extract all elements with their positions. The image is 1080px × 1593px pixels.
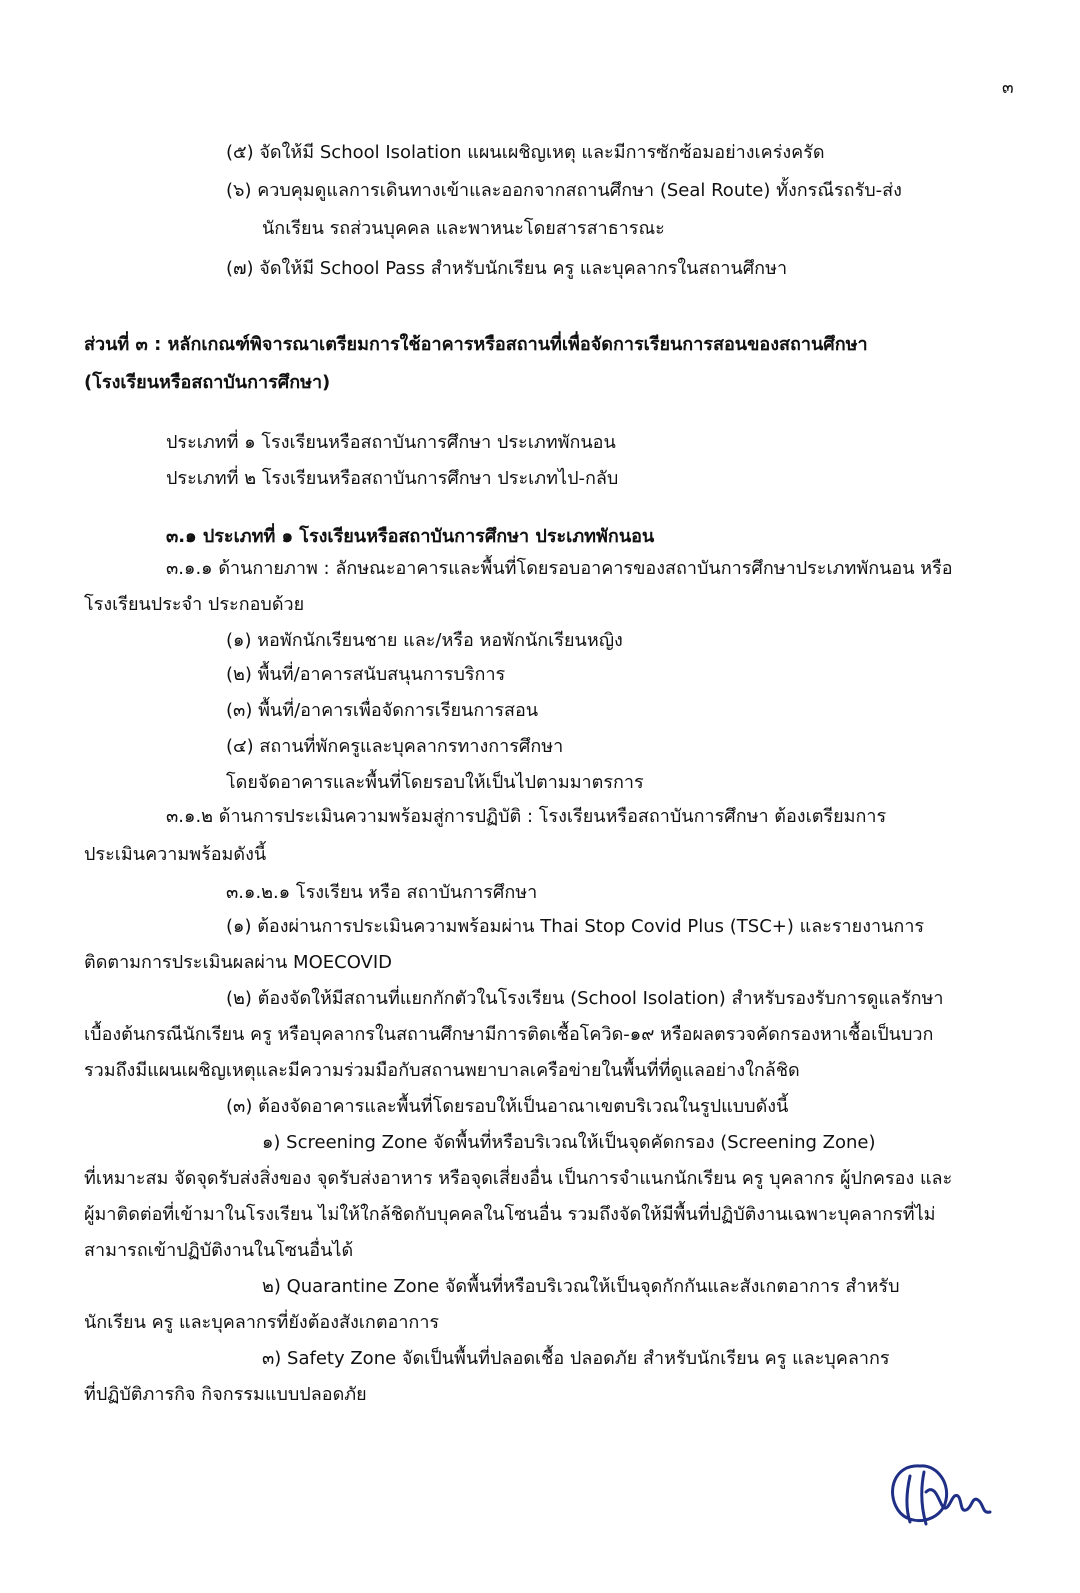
zone-2-cont: นักเรียน ครู และบุคลากรที่ยังต้องสังเกตอาการ: [84, 1312, 440, 1333]
requirement-1-cont: ติดตามการประเมินผลผ่าน MOECOVID: [84, 952, 393, 973]
para-3-1-2-1: ๓.๑.๒.๑ โรงเรียน หรือ สถาบันการศึกษา: [226, 882, 538, 903]
type-1: ประเภทที่ ๑ โรงเรียนหรือสถาบันการศึกษา ประเภทพักนอน: [166, 432, 616, 453]
facility-item-2: (๒) พื้นที่/อาคารสนับสนุนการบริการ: [226, 664, 506, 685]
zone-3: ๓) Safety Zone จัดเป็นพื้นที่ปลอดเชื้อ ปลอดภัย สำหรับนักเรียน ครู และบุคลากร: [262, 1348, 890, 1369]
requirement-2: (๒) ต้องจัดให้มีสถานที่แยกกักตัวในโรงเรียน (School Isolation) สำหรับรองรับการดูแลรักษา: [226, 988, 944, 1009]
facility-item-1: (๑) หอพักนักเรียนชาย และ/หรือ หอพักนักเรียนหญิง: [226, 630, 623, 651]
para-3-1-1-cont: โรงเรียนประจำ ประกอบด้วย: [84, 594, 305, 615]
para-3-1-1: ๓.๑.๑ ด้านกายภาพ : ลักษณะอาคารและพื้นที่โดยรอบอาคารของสถาบันการศึกษาประเภทพักนอน หรือ: [166, 558, 953, 579]
facility-item-3: (๓) พื้นที่/อาคารเพื่อจัดการเรียนการสอน: [226, 700, 539, 721]
zone-2: ๒) Quarantine Zone จัดพื้นที่หรือบริเวณให้เป็นจุดกักกันและสังเกตอาการ สำหรับ: [262, 1276, 900, 1297]
zone-1: ๑) Screening Zone จัดพื้นที่หรือบริเวณให้เป็นจุดคัดกรอง (Screening Zone): [262, 1132, 876, 1153]
requirement-1: (๑) ต้องผ่านการประเมินความพร้อมผ่าน Thai Stop Covid Plus (TSC+) และรายงานการ: [226, 916, 925, 937]
page-number: ๓: [1002, 78, 1014, 98]
requirement-2-cont-1: เบื้องต้นกรณีนักเรียน ครู หรือบุคลากรในสถานศึกษามีการติดเชื้อโควิด-๑๙ หรือผลตรวจคัดกรองหาเชื้อเป็นบวก: [84, 1024, 934, 1045]
para-3-1-2-cont: ประเมินความพร้อมดังนี้: [84, 844, 267, 865]
list-item-7: (๗) จัดให้มี School Pass สำหรับนักเรียน ครู และบุคลากรในสถานศึกษา: [226, 258, 788, 279]
list-item-5: (๕) จัดให้มี School Isolation แผนเผชิญเหตุ และมีการซักซ้อมอย่างเคร่งครัด: [226, 142, 825, 163]
facility-item-4: (๔) สถานที่พักครูและบุคลากรทางการศึกษา: [226, 736, 564, 757]
requirement-2-cont-2: รวมถึงมีแผนเผชิญเหตุและมีความร่วมมือกับสถานพยาบาลเครือข่ายในพื้นที่ที่ดูแลอย่างใกล้ชิด: [84, 1060, 800, 1081]
section-heading-cont: (โรงเรียนหรือสถาบันการศึกษา): [84, 372, 331, 393]
facility-note: โดยจัดอาคารและพื้นที่โดยรอบให้เป็นไปตามมาตรการ: [226, 772, 644, 793]
zone-1-cont-1: ที่เหมาะสม จัดจุดรับส่งสิ่งของ จุดรับส่งอาหาร หรือจุดเสี่ยงอื่น เป็นการจำแนกนักเรียน ครู บุคลากร ผู้ปกครอง และ: [84, 1168, 953, 1189]
para-3-1-2: ๓.๑.๒ ด้านการประเมินความพร้อมสู่การปฏิบัติ : โรงเรียนหรือสถาบันการศึกษา ต้องเตรียมการ: [166, 806, 887, 827]
section-heading: ส่วนที่ ๓ : หลักเกณฑ์พิจารณาเตรียมการใช้อาคารหรือสถานที่เพื่อจัดการเรียนการสอนของสถานศึกษา: [84, 334, 868, 355]
subheading-3-1: ๓.๑ ประเภทที่ ๑ โรงเรียนหรือสถาบันการศึกษา ประเภทพักนอน: [166, 526, 655, 547]
type-2: ประเภทที่ ๒ โรงเรียนหรือสถาบันการศึกษา ประเภทไป-กลับ: [166, 468, 619, 489]
signature-image: [880, 1452, 998, 1534]
list-item-6-cont: นักเรียน รถส่วนบุคคล และพาหนะโดยสารสาธารณะ: [262, 218, 665, 239]
signature-icon: [880, 1452, 998, 1534]
list-item-6: (๖) ควบคุมดูแลการเดินทางเข้าและออกจากสถานศึกษา (Seal Route) ทั้งกรณีรถรับ-ส่ง: [226, 180, 902, 201]
requirement-3: (๓) ต้องจัดอาคารและพื้นที่โดยรอบให้เป็นอาณาเขตบริเวณในรูปแบบดังนี้: [226, 1096, 789, 1117]
zone-1-cont-3: สามารถเข้าปฏิบัติงานในโซนอื่นได้: [84, 1240, 354, 1261]
zone-3-cont: ที่ปฏิบัติภารกิจ กิจกรรมแบบปลอดภัย: [84, 1384, 367, 1405]
zone-1-cont-2: ผู้มาติดต่อที่เข้ามาในโรงเรียน ไม่ให้ใกล้ชิดกับบุคคลในโซนอื่น รวมถึงจัดให้มีพื้นที่ปฏิบัติงานเฉพาะบุคลากรที่ไม่: [84, 1204, 936, 1225]
